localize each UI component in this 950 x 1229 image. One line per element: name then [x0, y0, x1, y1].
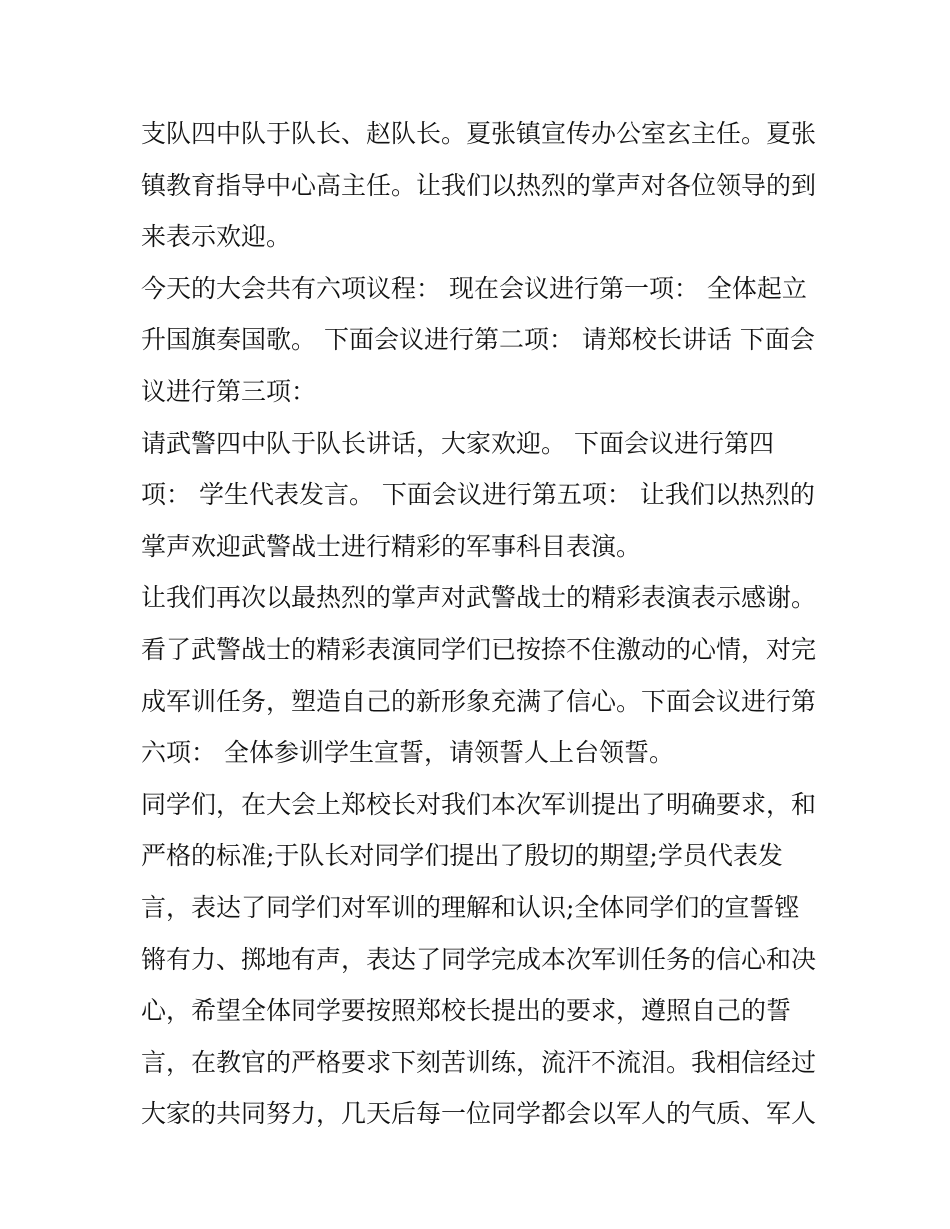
body-text: [141, 108, 821, 1140]
text-line: 严格的标准;于队长对同学们提出了殷切的期望;学员代表发: [141, 841, 783, 871]
text-line: 来表示欢迎。: [141, 222, 292, 252]
text-line: 言，在教官的严格要求下刻苦训练，流汗不流泪。我相信经过: [141, 1047, 817, 1077]
text-line: 支队四中队于队长、赵队长。夏张镇宣传办公室玄主任。夏张: [141, 119, 817, 148]
text-line: 六项： 全体参训学生宣誓，请领誓人上台领誓。: [141, 738, 674, 768]
text-line: 掌声欢迎武警战士进行精彩的军事科目表演。: [141, 531, 642, 561]
text-line: 大家的共同努力，几天后每一位同学都会以军人的气质、军人: [141, 1099, 817, 1129]
text-line: 升国旗奏国歌。 下面会议进行第二项： 请郑校长讲话 下面会: [141, 325, 815, 355]
text-line: 镇教育指导中心高主任。让我们以热烈的掌声对各位领导的到: [141, 170, 817, 200]
text-line: 议进行第三项：: [141, 376, 317, 406]
text-line: 今天的大会共有六项议程： 现在会议进行第一项： 全体起立: [141, 273, 807, 303]
text-line: 同学们，在大会上郑校长对我们本次军训提出了明确要求，和: [141, 789, 817, 819]
text-line: 请武警四中队于队长讲话，大家欢迎。 下面会议进行第四: [141, 428, 774, 458]
text-line: 成军训任务，塑造自己的新形象充满了信心。下面会议进行第: [141, 686, 817, 716]
text-line: 言，表达了同学们对军训的理解和认识;全体同学们的宣誓铿: [141, 892, 800, 922]
text-line: 心，希望全体同学要按照郑校长提出的要求，遵照自己的誓: [141, 996, 792, 1026]
text-line: 看了武警战士的精彩表演同学们已按捺不住激动的心情，对完: [141, 634, 817, 664]
text-line: 锵有力、掷地有声，表达了同学完成本次军训任务的信心和决: [141, 944, 817, 974]
text-line: 让我们再次以最热烈的掌声对武警战士的精彩表演表示感谢。: [141, 583, 817, 613]
text-line: 项： 学生代表发言。 下面会议进行第五项： 让我们以热烈的: [141, 480, 815, 510]
